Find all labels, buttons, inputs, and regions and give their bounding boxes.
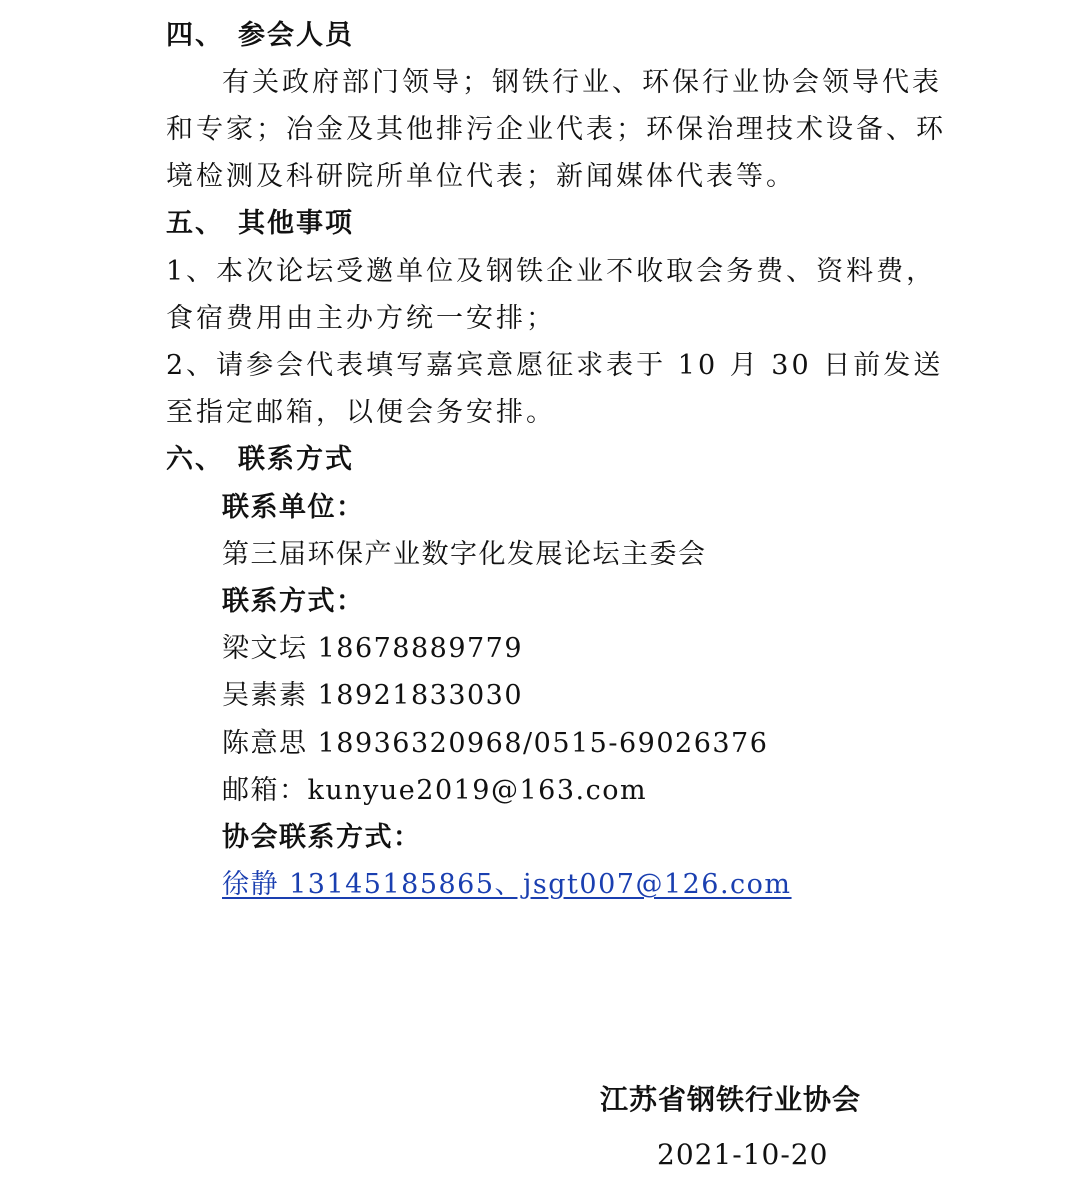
section-4-paragraph-line-2: 和专家；冶金及其他排污企业代表；环保治理技术设备、环 [166, 114, 946, 145]
section-6-number: 六、 [166, 444, 224, 475]
section-5-title: 其他事项 [238, 208, 354, 239]
contact-person-1: 梁文坛 18678889779 [222, 633, 524, 664]
section-4-heading [166, 19, 354, 53]
section-4-title: 参会人员 [238, 20, 354, 51]
section-6-title: 联系方式 [238, 444, 354, 475]
section-5-number: 五、 [166, 208, 224, 239]
section-5-item-2-line-1: 2、请参会代表填写嘉宾意愿征求表于 10 月 30 日前发送 [166, 350, 944, 381]
contact-method-label: 联系方式： [222, 586, 365, 617]
section-4-paragraph-line-1: 有关政府部门领导；钢铁行业、环保行业协会领导代表 [222, 67, 942, 98]
contact-email: 邮箱：kunyue2019@163.com [222, 775, 648, 806]
section-4-paragraph-line-3: 境检测及科研院所单位代表；新闻媒体代表等。 [166, 161, 796, 192]
section-6-heading [166, 443, 354, 477]
section-5-item-1-line-2: 食宿费用由主办方统一安排； [166, 303, 556, 334]
section-5-heading [166, 207, 354, 241]
contact-unit-label: 联系单位： [222, 492, 365, 523]
signature-organization: 江苏省钢铁行业协会 [600, 1083, 862, 1116]
section-5-item-2-line-2: 至指定邮箱，以便会务安排。 [166, 397, 556, 428]
association-contact-label: 协会联系方式： [222, 822, 422, 853]
association-contact-link[interactable]: 徐静 13145185865、jsgt007@126.com [222, 869, 792, 900]
contact-person-3: 陈意思 18936320968/0515-69026376 [222, 728, 769, 759]
contact-unit-name: 第三届环保产业数字化发展论坛主委会 [222, 539, 707, 570]
contact-person-2: 吴素素 18921833030 [222, 680, 524, 711]
section-5-item-1-line-1: 1、本次论坛受邀单位及钢铁企业不收取会务费、资料费， [166, 256, 937, 287]
section-4-number: 四、 [166, 20, 224, 51]
signature-date: 2021-10-20 [657, 1138, 829, 1171]
